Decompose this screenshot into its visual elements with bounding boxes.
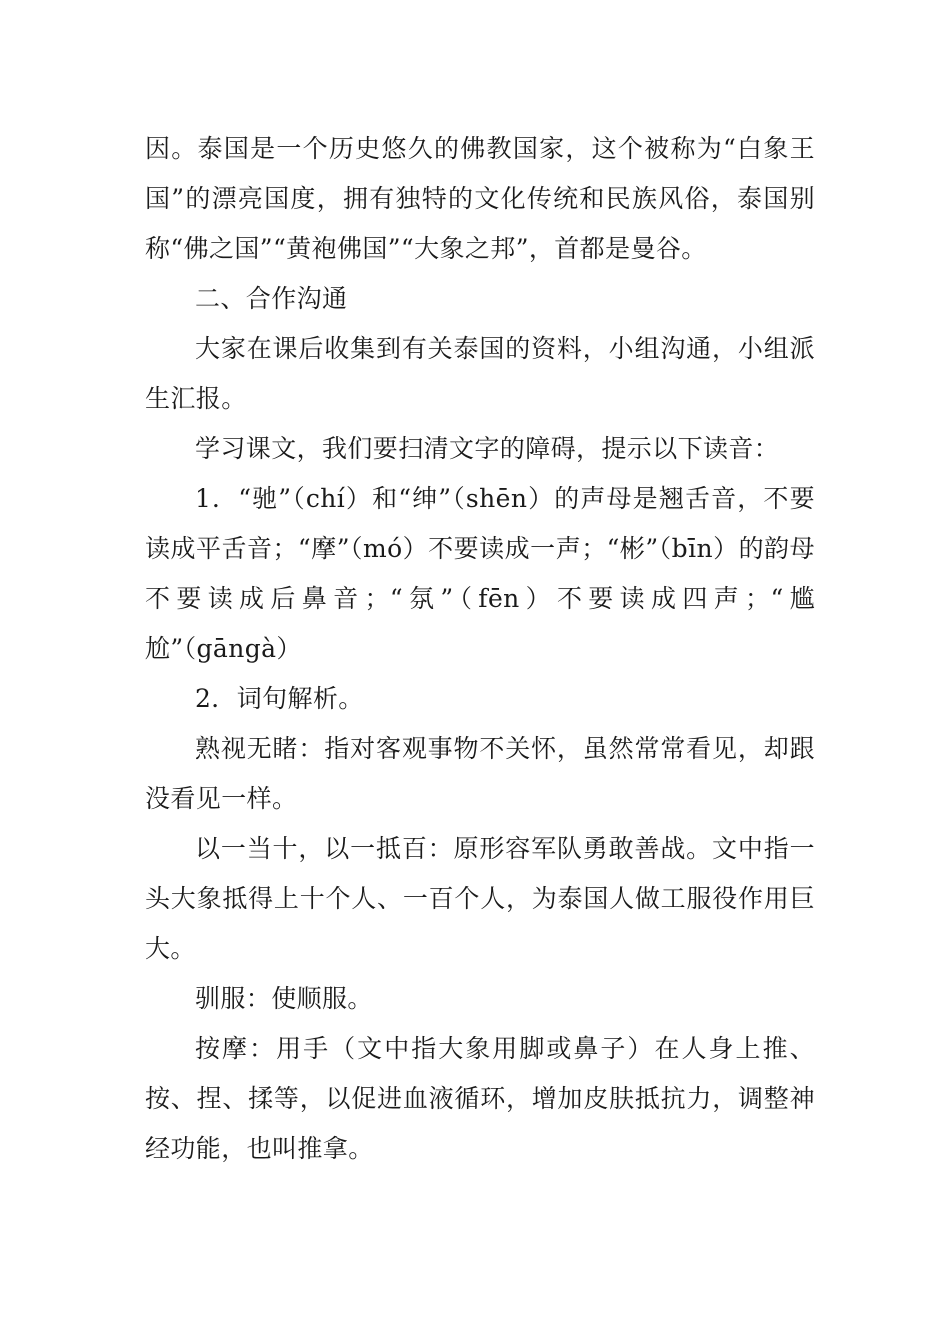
definition-shushiwudu: 熟视无睹：指对客观事物不关怀，虽然常常看见，却跟没看见一样。 bbox=[145, 734, 815, 813]
definition-yiyidangshi: 以一当十，以一抵百：原形容军队勇敢善战。文中指一头大象抵得上十个人、一百个人，为泰国人做工服役作用巨大。 bbox=[145, 834, 815, 963]
list-item-pronunciation: 1．“驰”（chí）和“绅”（shēn）的声母是翘舌音，不要读成平舌音；“摩”（mó）不要读成一声；“彬”（bīn）的韵母不要读成后鼻音；“氛”（fēn）不要读成四声；“尴尬”（gāngà） bbox=[145, 484, 815, 663]
paragraph-group-report: 大家在课后收集到有关泰国的资料，小组沟通，小组派生汇报。 bbox=[145, 334, 815, 413]
paragraph-reading-tips: 学习课文，我们要扫清文字的障碍，提示以下读音： bbox=[195, 434, 780, 463]
definition-xunfu: 驯服：使顺服。 bbox=[195, 984, 373, 1013]
list-item-word-analysis: 2．词句解析。 bbox=[195, 684, 364, 713]
definition-anmo: 按摩：用手（文中指大象用脚或鼻子）在人身上推、按、捏、揉等，以促进血液循环，增加皮肤抵抗力，调整神经功能，也叫推拿。 bbox=[145, 1034, 815, 1163]
document-body bbox=[145, 124, 815, 1174]
paragraph-thailand-intro: 因。泰国是一个历史悠久的佛教国家，这个被称为“白象王国”的漂亮国度，拥有独特的文化传统和民族风俗，泰国别称“佛之国”“黄袍佛国”“大象之邦”，首都是曼谷。 bbox=[145, 134, 815, 263]
section-heading-cooperation: 二、合作沟通 bbox=[195, 284, 348, 313]
